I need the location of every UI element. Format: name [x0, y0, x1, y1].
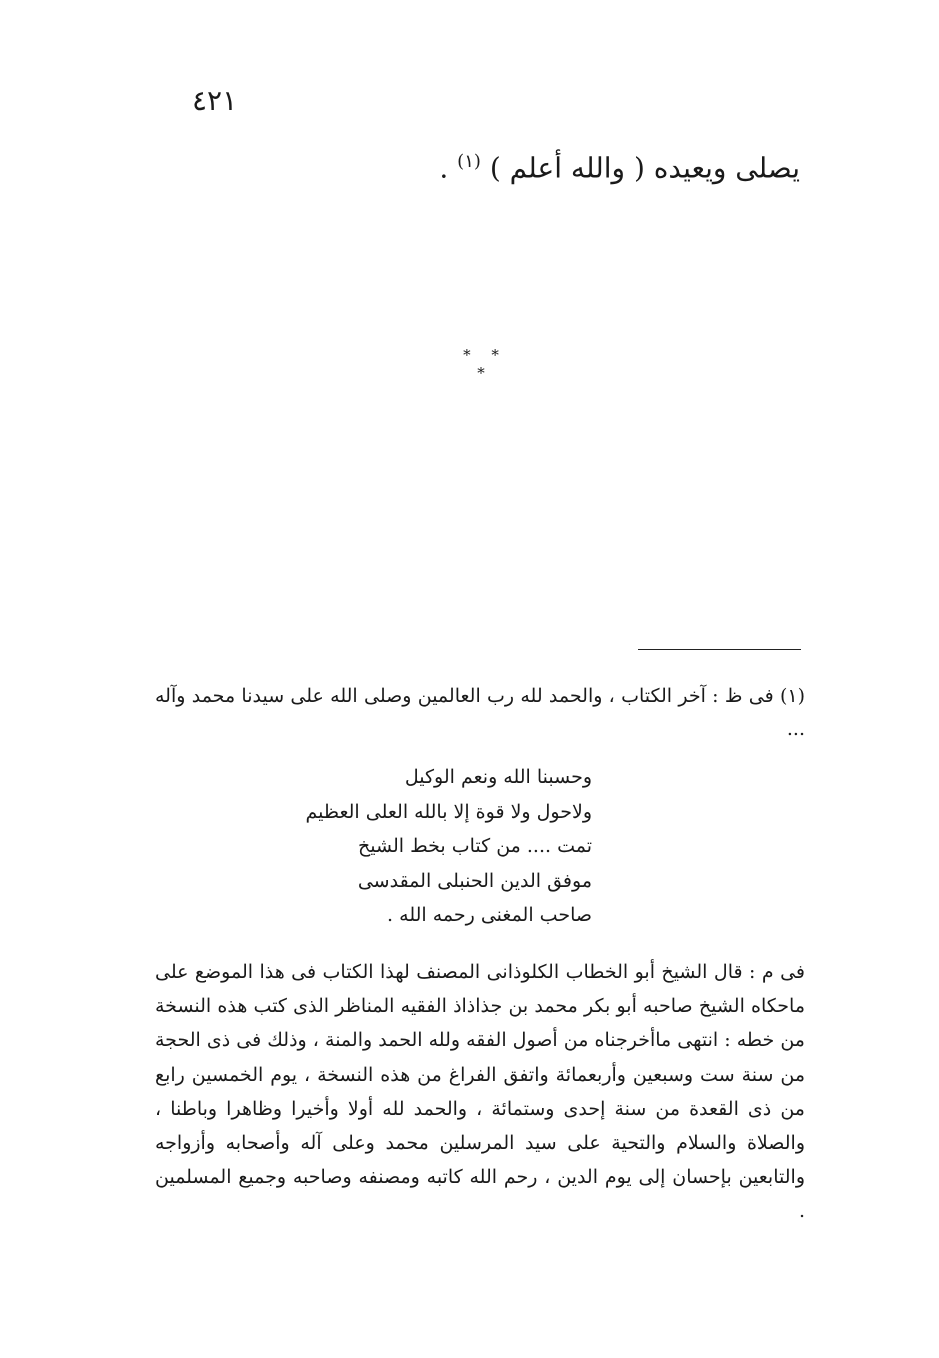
footnote-divider	[638, 649, 801, 650]
verse-line: موفق الدين الحنبلى المقدسى	[357, 869, 592, 892]
footnote-manuscript-m-note: فى م : قال الشيخ أبو الخطاب الكلوذانى المصنف لهذا الكتاب فى هذا الموضع على ماحكاه الشيخ صاحبه أبو بكر محمد بن جذاذاذ الفقيه المناظر الذى كتب هذه النسخة من خطه : انتهى ماأخرجناه من أصول الفقه ولله الحمد والمنة ، وذلك فى ذى الحجة من سنة ست وسبعين وأربعمائة واتفق الفراغ من هذه النسخة ، يوم الخمسين رابع من ذى القعدة من سنة إحدى وستمائة ، والحمد لله أولا وأخيرا وظاهرا وباطنا ، والصلاة والسلام والتحية على سيد المرسلين محمد وعلى آله وأصحابه وأزواجه والتابعين بإحسان إلى يوم الدين ، رحم الله كاتبه ومصنفه وصاحبه وجميع المسلمين .	[155, 961, 805, 1223]
verse-block	[305, 760, 592, 933]
footnote-reference: (١)	[457, 151, 481, 172]
main-text-end-mark: .	[439, 151, 449, 185]
main-text-line	[200, 142, 800, 188]
footnote-intro: (١) فى ظ : آخر الكتاب ، والحمد لله رب العالمين وصلى الله على سيدنا محمد وآله ...	[155, 685, 805, 740]
verse-line: ولاحول ولا قوة إلا بالله العلى العظيم	[305, 800, 592, 823]
section-separator: * * *	[463, 346, 507, 382]
main-text: يصلى ويعيده ( والله أعلم )	[489, 151, 800, 185]
verse-line: تمت .... من كتاب بخط الشيخ	[358, 835, 592, 857]
verse-line: وحسبنا الله ونعم الوكيل	[404, 766, 592, 788]
page-number: ٤٢١	[192, 84, 238, 117]
verse-line: صاحب المغنى رحمه الله .	[387, 904, 592, 926]
